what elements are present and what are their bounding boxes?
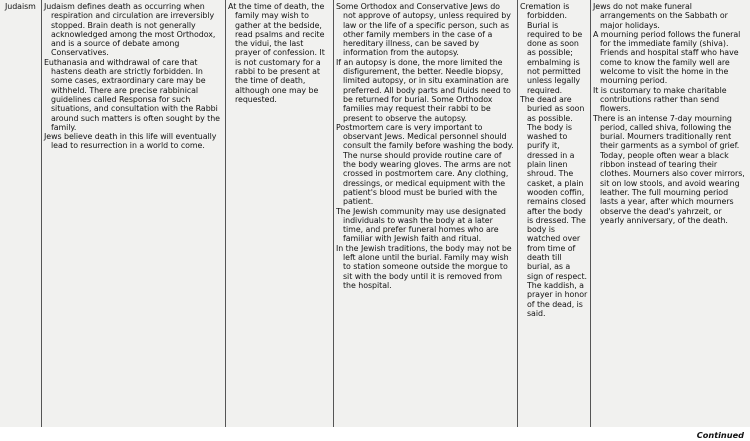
entry-paragraph: Jews do not make funeral arrangements on the Sabbath or major holidays.: [593, 2, 728, 30]
time-of-death-column: [228, 2, 330, 104]
care-of-body-column: [336, 2, 514, 290]
entry-paragraph: The Jewish community may use designated individuals to wash the body at a later time, and prefer funeral homes who are familiar with Jewish faith and ritual.: [336, 206, 506, 244]
column-divider: [517, 0, 518, 427]
entry-paragraph: In the Jewish traditions, the body may not be left alone until the burial. Family may wish to station someone outside the morgue to sit with the body until it is removed from the hospital.: [336, 243, 512, 290]
entry-paragraph: Some Orthodox and Conservative Jews do not approve of autopsy, unless required by law or the life of a specific person, such as other family members in the case of a hereditary illness, can be saved by information from the autopsy.: [336, 2, 511, 58]
entry-paragraph: If an autopsy is done, the more limited the disfigurement, the better. Needle biopsy, limited autopsy, or in situ examination are preferred. All body parts and fluids need to be returned for burial. Some Orthodox families may request their rabbi to be present to observe the autopsy.: [336, 57, 511, 123]
entry-paragraph: There is an intense 7-day mourning period, called shiva, following the burial. Mourners traditionally rent their garments as a symbol of grief. Today, people often wear a black ribbon instead of tearing their clothes. Mourners also cover mirrors, sit on low stools, and avoid wearing leather. The full mourning period lasts a year, after which mourners observe the dead's yahrzeit, or yearly anniversary, of the death.: [593, 113, 745, 225]
beliefs-column: [44, 2, 222, 151]
mourning-column: [593, 2, 748, 225]
column-divider: [225, 0, 226, 427]
continued-label: Continued: [696, 430, 744, 440]
entry-paragraph: Judaism defines death as occurring when respiration and circulation are irreversibly stopped. Brain death is not generally acknowledged among the most Orthodox, and is a source of debate among Conservatives.: [44, 2, 216, 58]
entry-paragraph: It is customary to make charitable contributions rather than send flowers.: [593, 85, 727, 114]
entry-paragraph: The dead are buried as soon as possible. The body is washed to purify it, dressed in a plain linen shroud. The casket, a plain wooden coffin, remains closed after the body is dressed. The body is watched over from time of death till burial, as a sign of respect. The kaddish, a prayer in honor of the dead, is said.: [520, 94, 588, 318]
entry-paragraph: Cremation is forbidden. Burial is required to be done as soon as possible; embalming is not permitted unless legally required.: [520, 2, 583, 95]
entry-paragraph: Euthanasia and withdrawal of care that hastens death are strictly forbidden. In some cases, extraordinary care may be withheld. There are precise rabbinical guidelines called Responsa for such situations, and consultation with the Rabbi around such matters is often sought by the family.: [44, 57, 220, 132]
column-divider: [333, 0, 334, 427]
entry-paragraph: Postmortem care is very important to observant Jews. Medical personnel should consult the family before washing the body. The nurse should provide routine care of the body wearing gloves. The arms are not crossed in postmortem care. Any clothing, dressings, or medical equipment with the patient's blood must be buried with the patient.: [336, 122, 514, 207]
entry-paragraph: Jews believe death in this life will eventually lead to resurrection in a world to come.: [44, 132, 217, 151]
religion-heading: Judaism: [5, 2, 36, 11]
column-divider: [41, 0, 42, 427]
burial-column: [520, 2, 588, 318]
entry-paragraph: At the time of death, the family may wish to gather at the bedside, read psalms and recite the vidui, the last prayer of confession. It is not customary for a rabbi to be present at the time of death, although one may be requested.: [228, 2, 325, 104]
entry-paragraph: A mourning period follows the funeral for the immediate family (shiva). Friends and hospital staff who have come to know the family well are welcome to visit the home in the mourning period.: [593, 29, 741, 86]
column-divider: [590, 0, 591, 427]
